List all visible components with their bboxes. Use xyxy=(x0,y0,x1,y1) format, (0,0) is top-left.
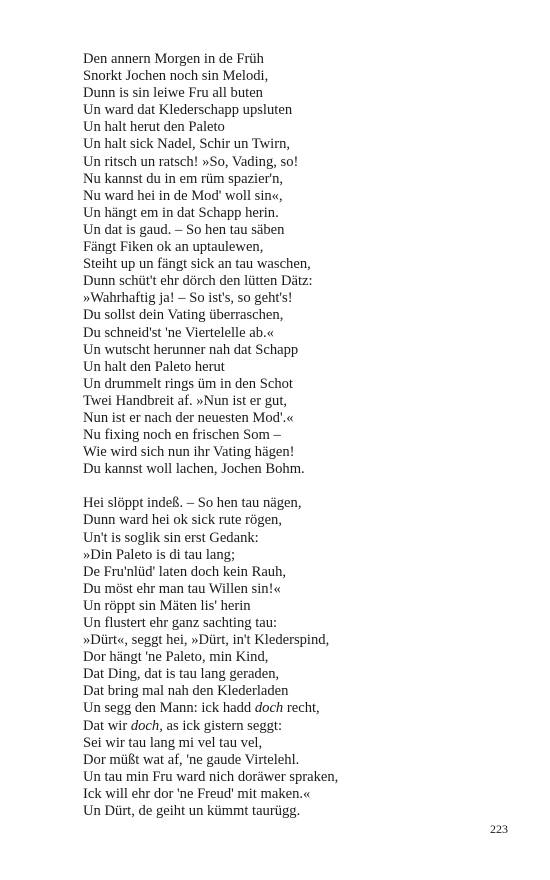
poem-line: Dor müßt wat af, 'ne gaude Virtelehl. xyxy=(83,751,300,768)
poem-line: Steiht up un fängt sick an tau waschen, xyxy=(83,256,311,273)
poem-line: Dat bring mal nah den Klederladen xyxy=(83,683,289,700)
poem-line: Fängt Fiken ok an uptaulewen, xyxy=(83,239,264,256)
line-text: Un segg den Mann: ick hadd xyxy=(83,700,255,717)
poem-line: Un drummelt rings üm in den Schot xyxy=(83,375,293,392)
poem-line: Twei Handbreit af. »Nun ist er gut, xyxy=(83,392,288,409)
poem-line: Un ward dat Klederschapp upsluten xyxy=(83,102,293,119)
poem-line: Dunn ward hei ok sick rute rögen, xyxy=(83,512,282,529)
poem-line: Dunn schüt't ehr dörch den lütten Dätz: xyxy=(83,273,313,290)
poem-text xyxy=(83,51,523,820)
poem-line: Un tau min Fru ward nich doräwer spraken, xyxy=(83,768,339,785)
poem-line: Nu ward hei in de Mod' woll sin«, xyxy=(83,187,283,204)
poem-line: Den annern Morgen in de Früh xyxy=(83,51,264,67)
line-text: recht, xyxy=(283,700,320,717)
poem-line: De Fru'nlüd' laten doch kein Rauh, xyxy=(83,563,287,580)
poem-line: Un flustert ehr ganz sachting tau: xyxy=(83,615,278,631)
poem-line: Un halt sick Nadel, Schir un Twirn, xyxy=(83,136,291,153)
page-number: 223 xyxy=(490,822,508,836)
stanza-1 xyxy=(83,51,523,478)
poem-line: Du sollst dein Vating überraschen, xyxy=(83,307,284,324)
emphasized-word: doch, xyxy=(130,717,163,734)
poem-line: Du kannst woll lachen, Jochen Bohm. xyxy=(83,461,305,478)
poem-line: Un dat is gaud. – So hen tau säben xyxy=(83,221,285,238)
poem-line: »Wahrhaftig ja! – So ist's, so geht's! xyxy=(83,290,293,307)
stanza-2 xyxy=(83,495,523,820)
poem-line: Du schneid'st 'ne Viertelelle ab.« xyxy=(83,324,274,341)
poem-line: Nu kannst du in em rüm spazier'n, xyxy=(83,170,284,187)
poem-line: Dat Ding, dat is tau lang geraden, xyxy=(83,666,280,683)
poem-line: Wie wird sich nun ihr Vating hägen! xyxy=(83,444,295,461)
poem-line: Dunn is sin leiwe Fru all buten xyxy=(83,85,263,102)
poem-line: »Dürt«, seggt hei, »Dürt, in't Klederspind, xyxy=(83,632,330,649)
poem-line: Un röppt sin Mäten lis' herin xyxy=(83,597,251,614)
poem-line: Ick will ehr dor 'ne Freud' mit maken.« xyxy=(83,785,311,802)
poem-line: Un Dürt, de geiht un kümmt taurügg. xyxy=(83,803,301,820)
poem-line: Un wutscht herunner nah dat Schapp xyxy=(83,341,299,358)
poem-line: Du möst ehr man tau Willen sin!« xyxy=(83,580,281,597)
poem-line xyxy=(83,718,523,735)
poem-line: Snorkt Jochen noch sin Melodi, xyxy=(83,68,269,85)
poem-line: Nun ist er nach der neuesten Mod'.« xyxy=(83,409,294,426)
poem-line: Nu fixing noch en frischen Som – xyxy=(83,427,281,444)
poem-line: Un halt herut den Paleto xyxy=(83,119,225,136)
poem-line: Un ritsch un ratsch! »So, Vading, so! xyxy=(83,153,299,170)
line-text: Dat wir xyxy=(83,717,131,734)
poem-line: Sei wir tau lang mi vel tau vel, xyxy=(83,734,263,751)
emphasized-word: doch xyxy=(254,700,284,717)
poem-line: Un hängt em in dat Schapp herin. xyxy=(83,204,279,221)
poem-line: Hei slöppt indeß. – So hen tau nägen, xyxy=(83,495,302,512)
poem-line xyxy=(83,700,523,717)
poem-line: Un't is soglik sin erst Gedank: xyxy=(83,529,259,546)
poem-line: »Din Paleto is di tau lang; xyxy=(83,546,236,563)
poem-line: Dor hängt 'ne Paleto, min Kind, xyxy=(83,649,269,666)
line-text: as ick gistern seggt: xyxy=(162,717,283,734)
poem-line: Un halt den Paleto herut xyxy=(83,358,225,375)
